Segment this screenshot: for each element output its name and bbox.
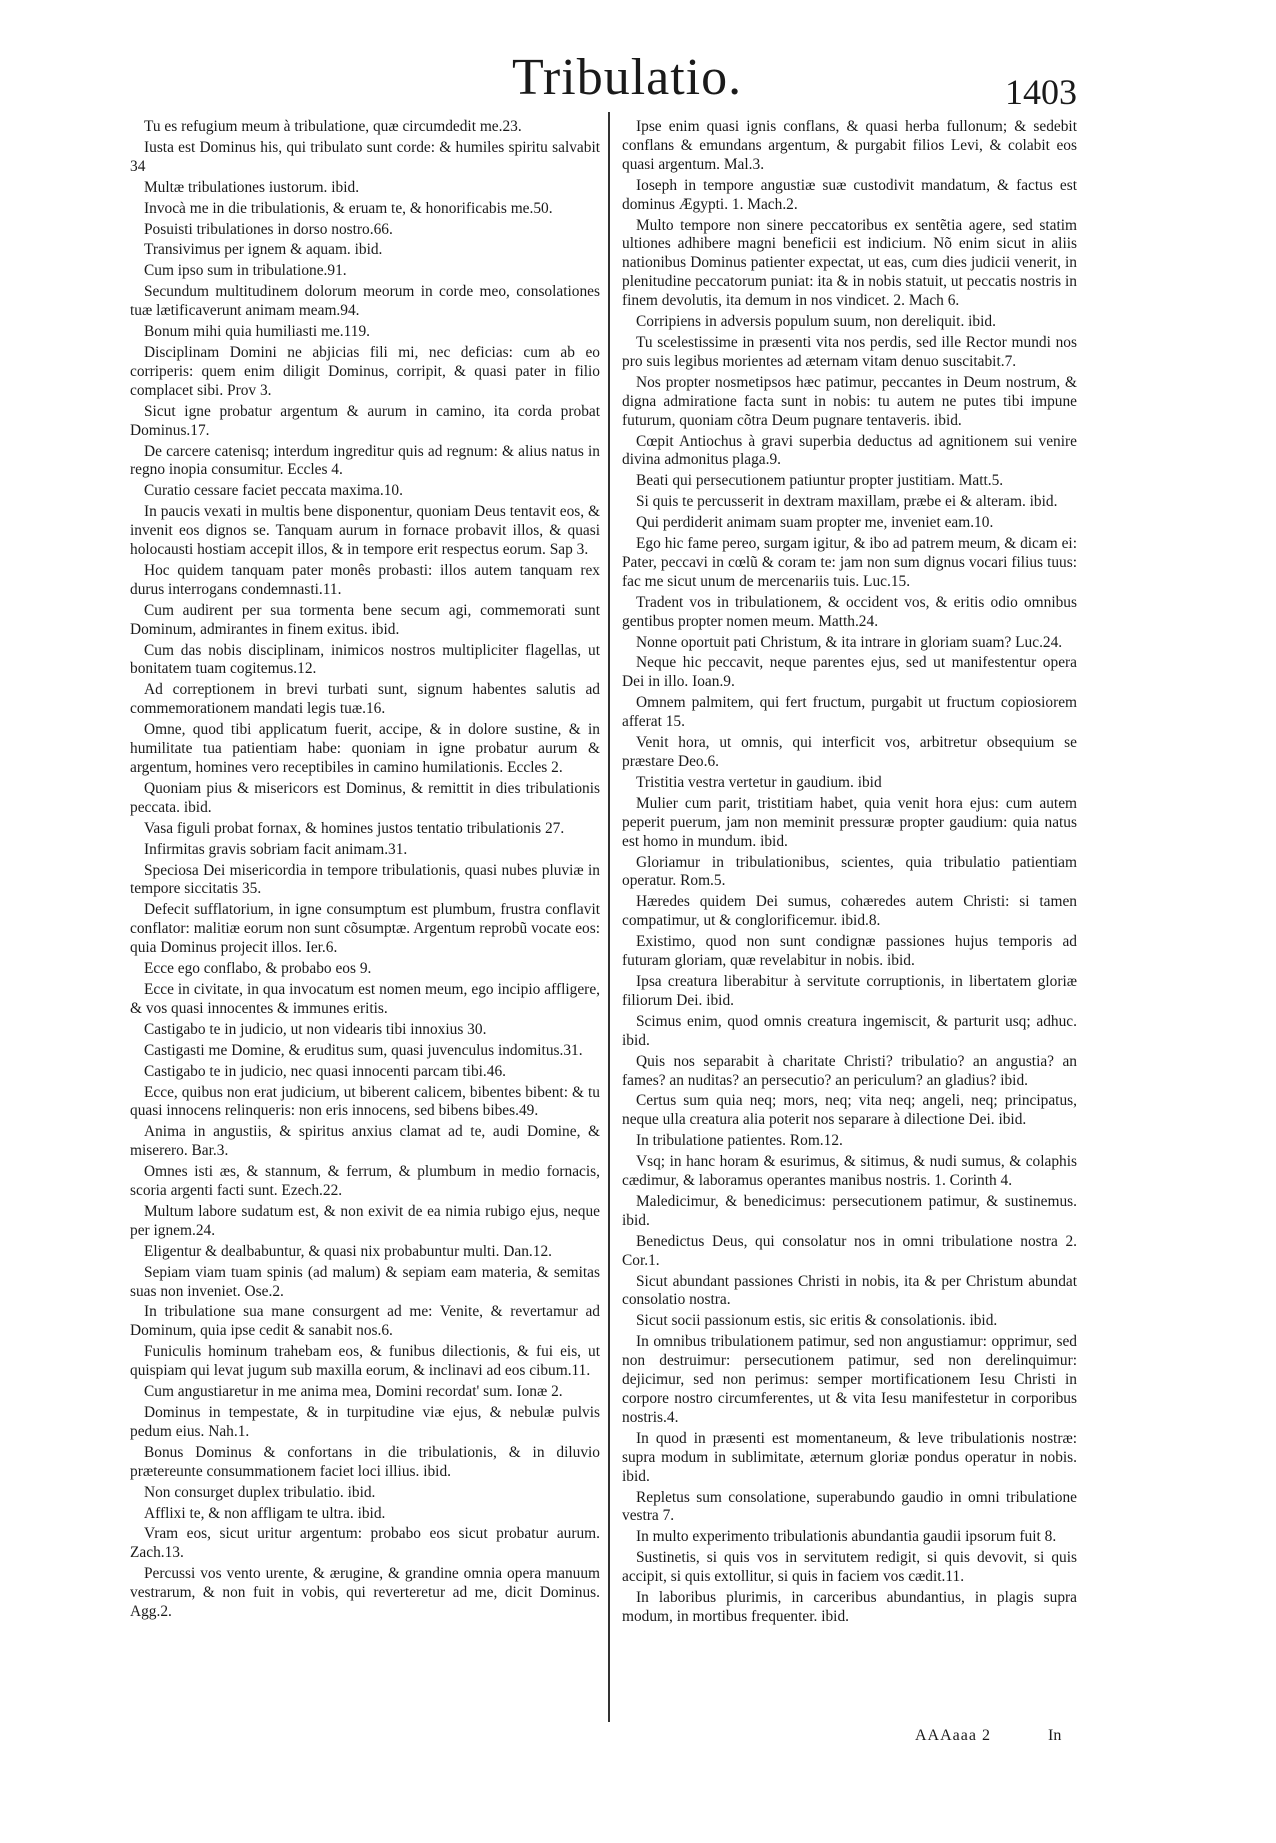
scripture-entry: Cum audirent per sua tormenta bene secum agi, commemorati sunt Dominum, admirantes in finem exitus. ibid. — [130, 601, 600, 638]
scripture-entry: Quis nos separabit à charitate Christi? tribulatio? an angustia? an fames? an nuditas? an persecutio? an periculum? an gladius? ibid. — [622, 1052, 1077, 1089]
scripture-entry: Ecce, quibus non erat judicium, ut biberent calicem, bibentes bibent: & tu quasi innocens relinqueris: non eris innocens, sed bibens bibes.49. — [130, 1083, 600, 1120]
scripture-entry: Certus sum quia neq; mors, neq; vita neq; angeli, neq; principatus, neque ulla creatura alia poterit nos separare à dilectione Dei. ibid. — [622, 1092, 1077, 1129]
scripture-entry: Sicut igne probatur argentum & aurum in camino, ita corda probat Dominus.17. — [130, 402, 600, 439]
left-column — [130, 118, 600, 1624]
scripture-entry: Castigabo te in judicio, ut non videaris tibi innoxius 30. — [144, 1020, 487, 1038]
scripture-entry: In laboribus plurimis, in carceribus abundantius, in plagis supra modum, in mortibus frequenter. ibid. — [622, 1589, 1077, 1625]
scripture-entry: Benedictus Deus, qui consolatur nos in omni tribulatione nostra 2. Cor.1. — [622, 1232, 1077, 1269]
scripture-entry: Hæredes quidem Dei sumus, cohæredes autem Christi: si tamen compatimur, ut & conglorificemur. ibid.8. — [622, 893, 1077, 930]
scripture-entry: Secundum multitudinem dolorum meorum in corde meo, consolationes tuæ lætificaverunt animam meam.94. — [130, 283, 600, 320]
scripture-entry: Non consurget duplex tribulatio. ibid. — [144, 1483, 376, 1501]
scripture-entry: Tradent vos in tribulationem, & occident vos, & eritis odio omnibus gentibus propter nomen meum. Matth.24. — [622, 593, 1077, 630]
scripture-entry: Bonum mihi quia humiliasti me.119. — [144, 323, 371, 341]
scripture-entry: Mulier cum parit, tristitiam habet, quia venit hora ejus: cum autem peperit puerum, jam non meminit pressuræ propter gaudium: quia natus est homo in mundum. ibid. — [622, 794, 1077, 850]
scripture-entry: Sepiam viam tuam spinis (ad malum) & sepiam eam materia, & semitas suas non inveniet. Ose.2. — [130, 1263, 600, 1300]
scripture-entry: Eligentur & dealbabuntur, & quasi nix probabuntur multi. Dan.12. — [144, 1242, 553, 1260]
page-number: 1403 — [1005, 72, 1077, 112]
scripture-entry: Afflixi te, & non affligam te ultra. ibid. — [144, 1504, 386, 1522]
scripture-entry: Ad correptionem in brevi turbati sunt, signum habentes salutis ad commemorationem mandati legis tuæ.16. — [130, 681, 600, 718]
catchword: In — [1048, 1727, 1062, 1744]
scripture-entry: In multo experimento tribulationis abundantia gaudii ipsorum fuit 8. — [636, 1528, 1057, 1546]
scripture-entry: Existimo, quod non sunt condignæ passiones hujus temporis ad futuram gloriam, quæ revelabitur in nobis. ibid. — [622, 933, 1077, 970]
scripture-entry: Tu scelestissime in præsenti vita nos perdis, sed ille Rector mundi nos pro suis legibus morientes ad æternam vitam denuo suscitabit.7. — [622, 333, 1077, 370]
scripture-entry: Repletus sum consolatione, superabundo gaudio in omni tribulatione vestra 7. — [622, 1488, 1077, 1525]
scripture-entry: Nos propter nosmetipsos hæc patimur, peccantes in Deum nostrum, & digna admiratione facta sunt in nobis: tu autem ne putes tibi impune futurum, quoniam cõtra Deum pugnare tentaveris. ibid. — [622, 373, 1077, 429]
right-column — [622, 118, 1077, 1629]
scripture-entry: Castigasti me Domine, & eruditus sum, quasi juvenculus indomitus.31. — [144, 1041, 583, 1059]
scripture-entry: Corripiens in adversis populum suum, non dereliquit. ibid. — [636, 313, 996, 331]
scripture-entry: Quoniam pius & misericors est Dominus, & remittit in dies tribulationis peccata. ibid. — [130, 779, 600, 816]
scripture-entry: Posuisti tribulationes in dorso nostro.66. — [144, 220, 393, 238]
running-title: Tribulatio. — [512, 49, 743, 106]
scripture-entry: Curatio cessare faciet peccata maxima.10. — [144, 482, 403, 500]
scripture-entry: Castigabo te in judicio, nec quasi innocenti parcam tibi.46. — [144, 1062, 507, 1080]
scripture-entry: Speciosa Dei misericordia in tempore tribulationis, quasi nubes pluviæ in tempore siccitatis 35. — [130, 861, 600, 898]
scripture-entry: Iusta est Dominus his, qui tribulato sunt corde: & humiles spiritu salvabit 34 — [130, 138, 600, 175]
scripture-entry: Multæ tribulationes iustorum. ibid. — [144, 178, 360, 196]
scripture-entry: Multo tempore non sinere peccatoribus ex sentẽtia agere, sed statim ultiones adhibere magni beneficii est indicium. Nõ enim sicut in aliis nationibus Dominus patienter expectat, ut eas, cum dies judicii venerit, in plenitudine peccatorum puniat: ita & in nobis statuit, ut peccatis nostris in finem devolutis, ita demum in nos vindicet. 2. Mach 6. — [622, 216, 1077, 310]
scripture-entry: In quod in præsenti est momentaneum, & leve tribulationis nostræ: supra modum in sublimitate, æternum gloriæ pondus operatur in nobis. ibid. — [622, 1429, 1077, 1485]
scripture-entry: Ecce in civitate, in qua invocatum est nomen meum, ego incipio affligere, & vos quasi innocentes & immunes eritis. — [130, 980, 600, 1017]
scripture-entry: Cum das nobis disciplinam, inimicos nostros multipliciter flagellas, ut bonitatem tuam cogitemus.12. — [130, 641, 600, 678]
scripture-entry: Ego hic fame pereo, surgam igitur, & ibo ad patrem meum, & dicam ei: Pater, peccavi in cœlũ & coram te: jam non sum dignus vocari filius tuus: fac me sicut unum de mercenariis tuis. Luc.15. — [622, 535, 1077, 590]
scripture-entry: Percussi vos vento urente, & ærugine, & grandine omnia opera manuum vestrarum, & non fuit in vobis, qui reverteretur ad me, dicit Dominus. Agg.2. — [130, 1565, 600, 1621]
scripture-entry: Omnes isti æs, & stannum, & ferrum, & plumbum in medio fornacis, scoria argenti facti sunt. Ezech.22. — [130, 1163, 600, 1200]
scripture-entry: Transivimus per ignem & aquam. ibid. — [144, 241, 383, 259]
scripture-entry: Ipsa creatura liberabitur à servitute corruptionis, in libertatem gloriæ filiorum Dei. ibid. — [622, 972, 1077, 1009]
scripture-entry: Gloriamur in tribulationibus, scientes, quia tribulatio patientiam operatur. Rom.5. — [622, 853, 1077, 890]
scripture-entry: Vsq; in hanc horam & esurimus, & sitimus, & nudi sumus, & colaphis cædimur, & laboramus operantes manibus nostris. 1. Corinth 4. — [622, 1153, 1077, 1190]
scripture-entry: Venit hora, ut omnis, qui interficit vos, arbitretur obsequium se præstare Deo.6. — [622, 734, 1077, 770]
scripture-entry: Infirmitas gravis sobriam facit animam.31. — [144, 840, 408, 858]
scripture-entry: Qui perdiderit animam suam propter me, inveniet eam.10. — [636, 514, 994, 532]
scripture-entry: Cum angustiaretur in me anima mea, Domini recordat' sum. Ionæ 2. — [144, 1383, 563, 1401]
scripture-entry: In omnibus tribulationem patimur, sed non angustiamur: opprimur, sed non destruimur: persecutionem patimur, sed non derelinquimur: dejicimur, sed non perimus: semper mortificationem Iesu Christi in corpore nostro circumferentes, ut & vita Iesu manifestetur in corporibus nostris.4. — [622, 1333, 1077, 1426]
scripture-entry: Invocà me in die tribulationis, & eruam te, & honorificabis me.50. — [144, 199, 553, 217]
scripture-entry: Omne, quod tibi applicatum fuerit, accipe, & in dolore sustine, & in humilitate tua patientiam habe: quoniam in igne probatur aurum & argentum, homines vero receptibiles in camino humilationis. Eccles 2. — [130, 721, 600, 776]
scripture-entry: Maledicimur, & benedicimus: persecutionem patimur, & sustinemus. ibid. — [622, 1192, 1077, 1229]
scripture-entry: Tu es refugium meum à tribulatione, quæ circumdedit me.23. — [144, 118, 522, 135]
scripture-entry: Sicut abundant passiones Christi in nobis, ita & per Christum abundat consolatio nostra. — [622, 1272, 1077, 1309]
scripture-entry: Sustinetis, si quis vos in servitutem redigit, si quis devovit, si quis accipit, si quis extollitur, si quis in faciem vos cædit.11. — [622, 1549, 1077, 1586]
scripture-entry: Cœpit Antiochus à gravi superbia deductus ad agnitionem sui venire divina admonitus plaga.9. — [622, 432, 1077, 469]
scripture-entry: Ioseph in tempore angustiæ suæ custodivit mandatum, & factus est dominus Ægypti. 1. Mach.2. — [622, 176, 1077, 213]
scripture-entry: Multum labore sudatum est, & non exivit de ea nimia rubigo ejus, neque per ignem.24. — [130, 1202, 600, 1239]
scripture-entry: Ipse enim quasi ignis conflans, & quasi herba fullonum; & sedebit conflans & emundans argentum, & purgabit filios Levi, & colabit eos quasi argentum. Mal.3. — [622, 118, 1077, 173]
scripture-entry: Beati qui persecutionem patiuntur propter justitiam. Matt.5. — [636, 472, 1004, 490]
scripture-entry: Nonne oportuit pati Christum, & ita intrare in gloriam suam? Luc.24. — [636, 633, 1063, 651]
scripture-entry: De carcere catenisq; interdum ingreditur quis ad regnum: & alius natus in regno inopia consumitur. Eccles 4. — [130, 442, 600, 479]
scripture-entry: Anima in angustiis, & spiritus anxius clamat ad te, audi Domine, & miserero. Bar.3. — [130, 1123, 600, 1160]
scripture-entry: Omnem palmitem, qui fert fructum, purgabit ut fructum copiosiorem afferat 15. — [622, 694, 1077, 731]
scripture-entry: Funiculis hominum trahebam eos, & funibus dilectionis, & fui eis, ut quispiam qui levat jugum sub maxilla eorum, & inclinavi ad eos cibum.11. — [130, 1343, 600, 1380]
scripture-entry: Vram eos, sicut uritur argentum: probabo eos sicut probatur aurum. Zach.13. — [130, 1525, 600, 1562]
scripture-entry: Si quis te percusserit in dextram maxillam, præbe ei & alteram. ibid. — [636, 493, 1058, 511]
scripture-entry: In tribulatione sua mane consurgent ad me: Venite, & revertamur ad Dominum, quia ipse cedit & sanabit nos.6. — [130, 1303, 600, 1340]
signature-mark: AAAaaa 2 — [915, 1727, 991, 1744]
scripture-entry: Bonus Dominus & confortans in die tribulationis, & in diluvio prætereunte consummationem faciet loci illius. ibid. — [130, 1443, 600, 1480]
scripture-entry: In tribulatione patientes. Rom.12. — [636, 1132, 843, 1150]
scripture-entry: In paucis vexati in multis bene disponentur, quoniam Deus tentavit eos, & invenit eos dignos se. Tanquam aurum in fornace probavit illos, & quasi holocausti hostiam accepit illos, & in tempore erit respectus eorum. Sap 3. — [130, 503, 600, 559]
column-divider — [608, 112, 610, 1722]
scripture-entry: Sicut socii passionum estis, sic eritis & consolationis. ibid. — [636, 1312, 998, 1330]
scripture-entry: Ecce ego conflabo, & probabo eos 9. — [144, 960, 372, 978]
scripture-entry: Cum ipso sum in tribulatione.91. — [144, 262, 347, 280]
scripture-entry: Scimus enim, quod omnis creatura ingemiscit, & parturit usq; adhuc. ibid. — [622, 1012, 1077, 1049]
scripture-entry: Dominus in tempestate, & in turpitudine viæ ejus, & nebulæ pulvis pedum eius. Nah.1. — [130, 1404, 600, 1440]
scripture-entry: Neque hic peccavit, neque parentes ejus, sed ut manifestentur opera Dei in illo. Ioan.9. — [622, 654, 1077, 691]
scripture-entry: Vasa figuli probat fornax, & homines justos tentatio tribulationis 27. — [144, 819, 565, 837]
scripture-entry: Disciplinam Domini ne abjicias fili mi, nec deficias: cum ab eo corriperis: quem enim diligit Dominus, corripit, & quasi pater in filio complacet sibi. Prov 3. — [130, 343, 600, 399]
scripture-entry: Hoc quidem tanquam pater monês probasti: illos autem tanquam rex durus interrogans condemnasti.11. — [130, 561, 600, 598]
scripture-entry: Defecit sufflatorium, in igne consumptum est plumbum, frustra conflavit conflator: malitiæ eorum non sunt cõsumptæ. Argentum reprobũ vocate eos: quia Dominus projecit illos. Ier.6. — [130, 901, 600, 957]
scripture-entry: Tristitia vestra vertetur in gaudium. ibid — [636, 773, 882, 791]
